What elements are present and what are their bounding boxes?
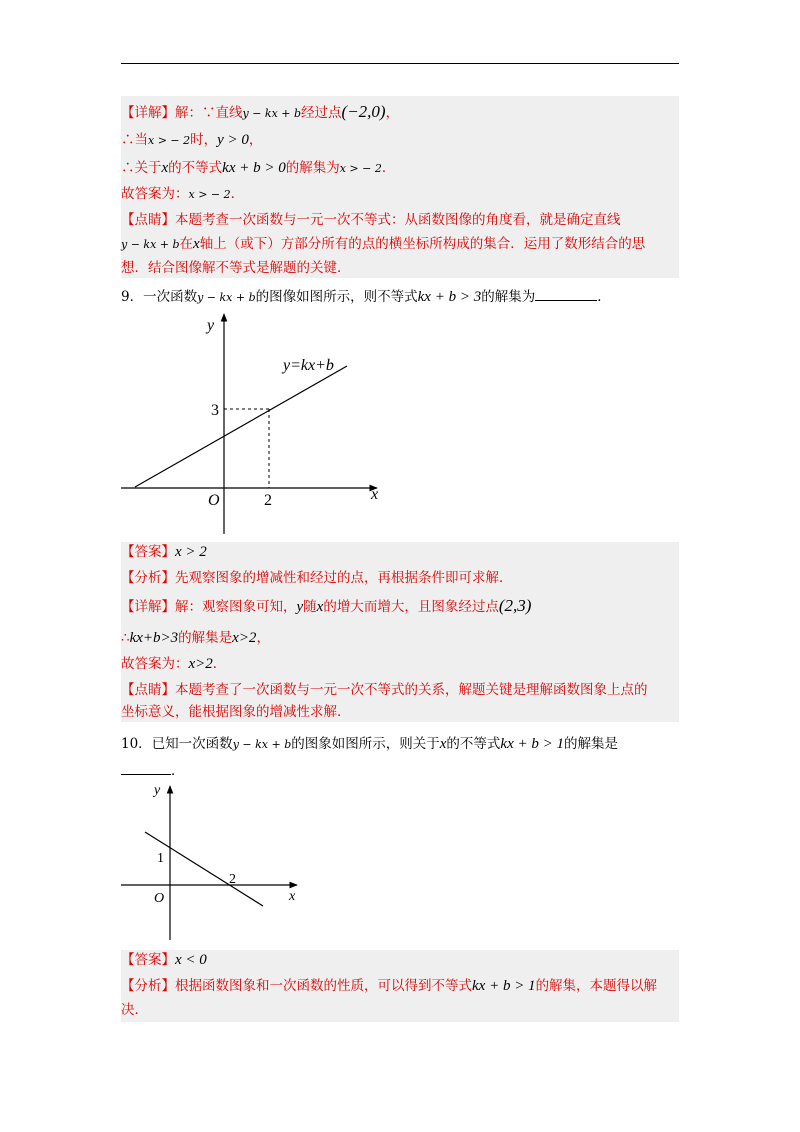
x-tick-label: 2 xyxy=(264,492,272,509)
detail-tag: 【详解】 xyxy=(121,105,175,121)
comment-line-3: 想．结合图像解不等式是解题的关键． xyxy=(121,260,351,276)
detail-line: 【详解】解：∵直线y − kx + b经过点(−2,0)， xyxy=(121,102,400,121)
answer-tag: 【答案】 xyxy=(121,952,175,968)
function-line xyxy=(135,366,347,487)
y-tick-label: 1 xyxy=(157,851,164,866)
comment-tag: 【点睛】 xyxy=(121,682,175,698)
question-10: 10．已知一次函数y − kx + b的图象如图所示，则关于x的不等式kx + b > 1的解集是 xyxy=(121,736,618,752)
analysis-line: 【分析】根据函数图象和一次函数的性质，可以得到不等式kx + b > 1的解集，本题得以解 xyxy=(121,978,658,994)
y-axis-label: y xyxy=(207,317,215,334)
graph-q10 xyxy=(121,782,311,942)
analysis-tag: 【分析】 xyxy=(121,978,175,994)
analysis-tag: 【分析】 xyxy=(121,570,175,586)
comment-line: 【点睛】本题考查了一次函数与一元一次不等式的关系，解题关键是理解函数图象上点的 xyxy=(121,682,648,698)
answer-line: 【答案】x < 0 xyxy=(121,952,207,968)
question-10-blank-line: ． xyxy=(121,760,185,781)
answer-blank[interactable] xyxy=(121,760,171,775)
origin-label: O xyxy=(208,492,220,509)
comment-line: 【点睛】本题考查一次函数与一元一次不等式：从函数图像的角度看，就是确定直线 xyxy=(121,212,621,228)
question-number: 9． xyxy=(121,289,144,305)
solution-block-9 xyxy=(121,542,679,722)
graph-q9 xyxy=(121,310,391,538)
detail-tag: 【详解】 xyxy=(121,599,175,615)
answer-blank[interactable] xyxy=(535,286,597,301)
condition-line: ∴当x > − 2时，y > 0， xyxy=(121,132,263,148)
comment-tag: 【点睛】 xyxy=(121,212,175,228)
x-tick-label: 2 xyxy=(229,872,236,887)
question-9: 9．一次函数y − kx + b的图像如图所示，则不等式kx + b > 3的解集为 ． xyxy=(121,286,611,308)
x-axis-label: x xyxy=(289,889,296,904)
question-number: 10． xyxy=(121,736,152,752)
solution-block-10 xyxy=(121,950,679,1022)
answer-tag: 【答案】 xyxy=(121,544,175,560)
detail-line: 【详解】解：观察图象可知，y随x的增大而增大，且图象经过点(2,3) xyxy=(121,596,532,615)
solution-block-8 xyxy=(121,96,679,278)
final-answer-line: 故答案为：x>2． xyxy=(121,656,227,672)
comment-line-2: 坐标意义，能根据图象的增减性求解． xyxy=(121,704,351,720)
x-axis-label: x xyxy=(371,486,379,503)
y-tick-label: 3 xyxy=(211,402,219,419)
line-label: y=kx+b xyxy=(283,357,334,374)
y-axis-label: y xyxy=(154,783,161,798)
conclusion-line: ∴关于x的不等式kx + b > 0的解集为x > − 2． xyxy=(121,160,396,176)
origin-label: O xyxy=(154,891,165,906)
analysis-line: 【分析】先观察图象的增减性和经过的点，再根据条件即可求解． xyxy=(121,570,513,586)
answer-line: 故答案为：x > − 2． xyxy=(121,186,245,202)
conclusion-line: ∴kx+b>3的解集是x>2， xyxy=(121,630,270,646)
comment-line-2: y − kx + b在x轴上（或下）方部分所有的点的横坐标所构成的集合．运用了数形结合的思 xyxy=(121,236,646,252)
analysis-line-2: 决． xyxy=(121,1002,148,1018)
header-rule xyxy=(121,63,679,64)
answer-line: 【答案】x > 2 xyxy=(121,544,207,560)
